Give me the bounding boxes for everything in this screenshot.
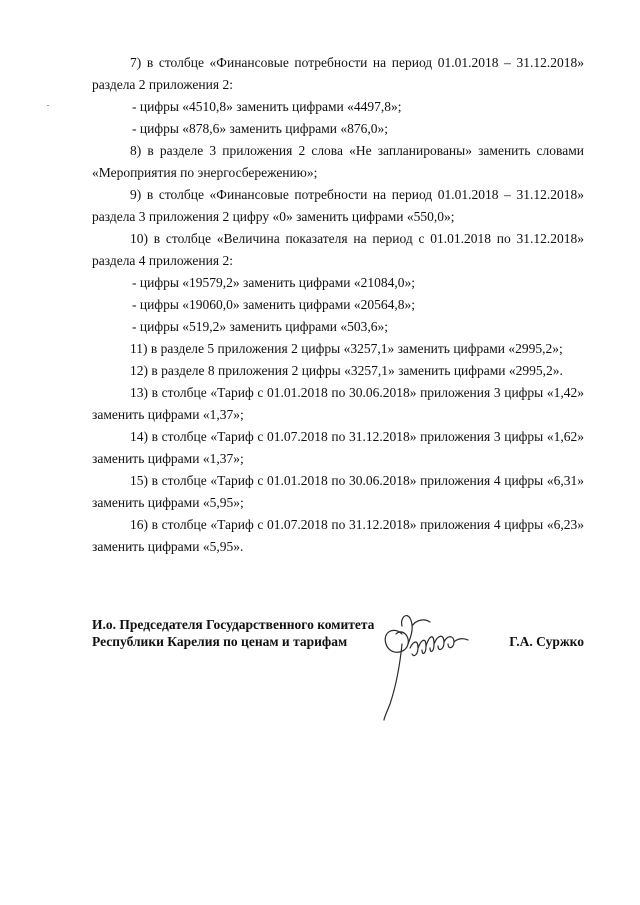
paragraph-line: заменить цифрами «1,37»; (92, 451, 244, 466)
paragraph-line: 13) в столбце «Тариф с 01.01.2018 по 30.06.2018» приложения 3 цифры «1,42» (130, 385, 584, 400)
paragraph-line: - цифры «19060,0» заменить цифрами «20564,8»; (132, 297, 415, 312)
paragraph-line: - цифры «19579,2» заменить цифрами «21084,0»; (132, 275, 415, 290)
paragraph-line: заменить цифрами «5,95»; (92, 495, 244, 510)
signatory-name: Г.А. Суржко (509, 634, 584, 649)
paragraph-line: раздела 2 приложения 2: (92, 77, 233, 92)
paragraph-line: - цифры «4510,8» заменить цифрами «4497,8»; (132, 99, 402, 114)
margin-mark (47, 105, 49, 106)
paragraph-line: 9) в столбце «Финансовые потребности на период 01.01.2018 – 31.12.2018» (130, 187, 584, 202)
signatory-title (92, 616, 374, 650)
paragraph-line: раздела 3 приложения 2 цифру «0» заменить цифрами «550,0»; (92, 209, 455, 224)
paragraph-line: - цифры «878,6» заменить цифрами «876,0»; (132, 121, 388, 136)
signatory-title-line1: И.о. Председателя Государственного комитета (92, 617, 375, 632)
signatory-title-line2: Республики Карелия по ценам и тарифам (92, 634, 348, 649)
signature-block (92, 616, 584, 736)
paragraph-line: заменить цифрами «1,37»; (92, 407, 244, 422)
paragraph-line: раздела 4 приложения 2: (92, 253, 233, 268)
paragraph-line: 10) в столбце «Величина показателя на период с 01.01.2018 по 31.12.2018» (130, 231, 584, 246)
document-body (92, 52, 584, 558)
paragraph-line: 16) в столбце «Тариф с 01.07.2018 по 31.12.2018» приложения 4 цифры «6,23» (130, 517, 584, 532)
paragraph-line: 8) в разделе 3 приложения 2 слова «Не запланированы» заменить словами (130, 143, 584, 158)
paragraph-line: 7) в столбце «Финансовые потребности на период 01.01.2018 – 31.12.2018» (130, 55, 584, 70)
paragraph-line: «Мероприятия по энергосбережению»; (92, 165, 318, 180)
paragraph-line: 14) в столбце «Тариф с 01.07.2018 по 31.12.2018» приложения 3 цифры «1,62» (130, 429, 584, 444)
paragraph-line: 11) в разделе 5 приложения 2 цифры «3257,1» заменить цифрами «2995,2»; (130, 341, 563, 356)
paragraph-line: заменить цифрами «5,95». (92, 539, 244, 554)
paragraph-line: - цифры «519,2» заменить цифрами «503,6»; (132, 319, 388, 334)
paragraph-line: 15) в столбце «Тариф с 01.01.2018 по 30.06.2018» приложения 4 цифры «6,31» (130, 473, 584, 488)
paragraph-line: 12) в разделе 8 приложения 2 цифры «3257,1» заменить цифрами «2995,2». (130, 363, 563, 378)
handwritten-signature (372, 604, 482, 724)
